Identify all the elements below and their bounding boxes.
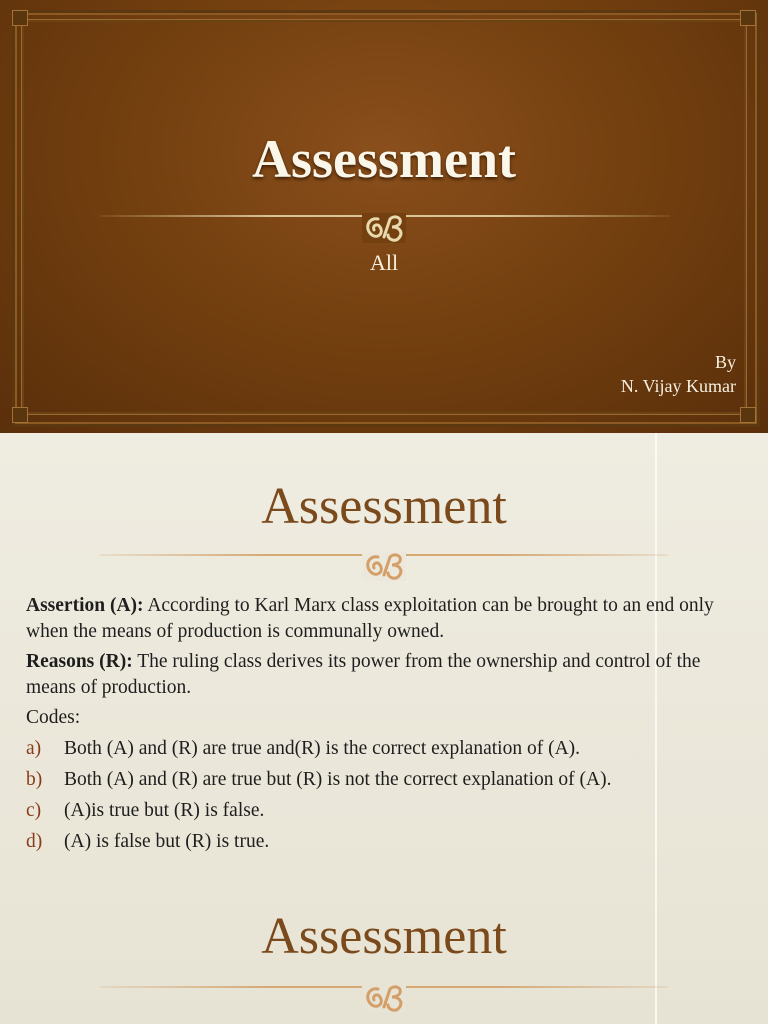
question-body [26,593,746,855]
codes-label: Codes: [26,707,81,728]
author-byline [621,350,736,398]
option-item [26,798,746,824]
option-item [26,767,746,793]
next-slide-title: Assessment [261,908,507,965]
frame-corner [740,407,756,423]
reasons [26,649,746,701]
ornament-icon [356,549,412,583]
reasons-label: Reasons (R): [26,651,133,672]
title-slide [0,0,768,433]
ornament-icon [356,211,412,245]
assertion-label: Assertion (A): [26,595,144,616]
option-letter: c) [26,800,42,821]
author-name: N. Vijay Kumar [620,376,736,396]
option-text: (A)is true but (R) is false. [64,800,265,821]
option-letter: b) [26,769,43,790]
option-item [26,736,746,762]
reasons-text: The ruling class derives its power from the ownership and control of the means of production. [26,651,701,698]
option-letter: a) [26,738,42,759]
assertion [26,593,746,645]
option-item [26,829,746,855]
slide-title: Assessment [252,129,516,189]
ornament-icon [356,981,412,1015]
by-label: By [714,352,736,372]
frame-corner [12,10,28,26]
frame-corner [12,407,28,423]
option-text: Both (A) and (R) are true and(R) is the correct explanation of (A). [64,738,581,759]
option-letter: d) [26,831,43,852]
slide-title: Assessment [261,478,507,535]
assertion-text: According to Karl Marx class exploitation can be brought to an end only when the means of production is communally owned. [26,595,714,642]
option-text: Both (A) and (R) are true but (R) is not the correct explanation of (A). [64,769,612,790]
frame-corner [740,10,756,26]
question-slide [0,433,768,1024]
option-text: (A) is false but (R) is true. [64,831,270,852]
slide-subtitle: All [369,250,399,275]
